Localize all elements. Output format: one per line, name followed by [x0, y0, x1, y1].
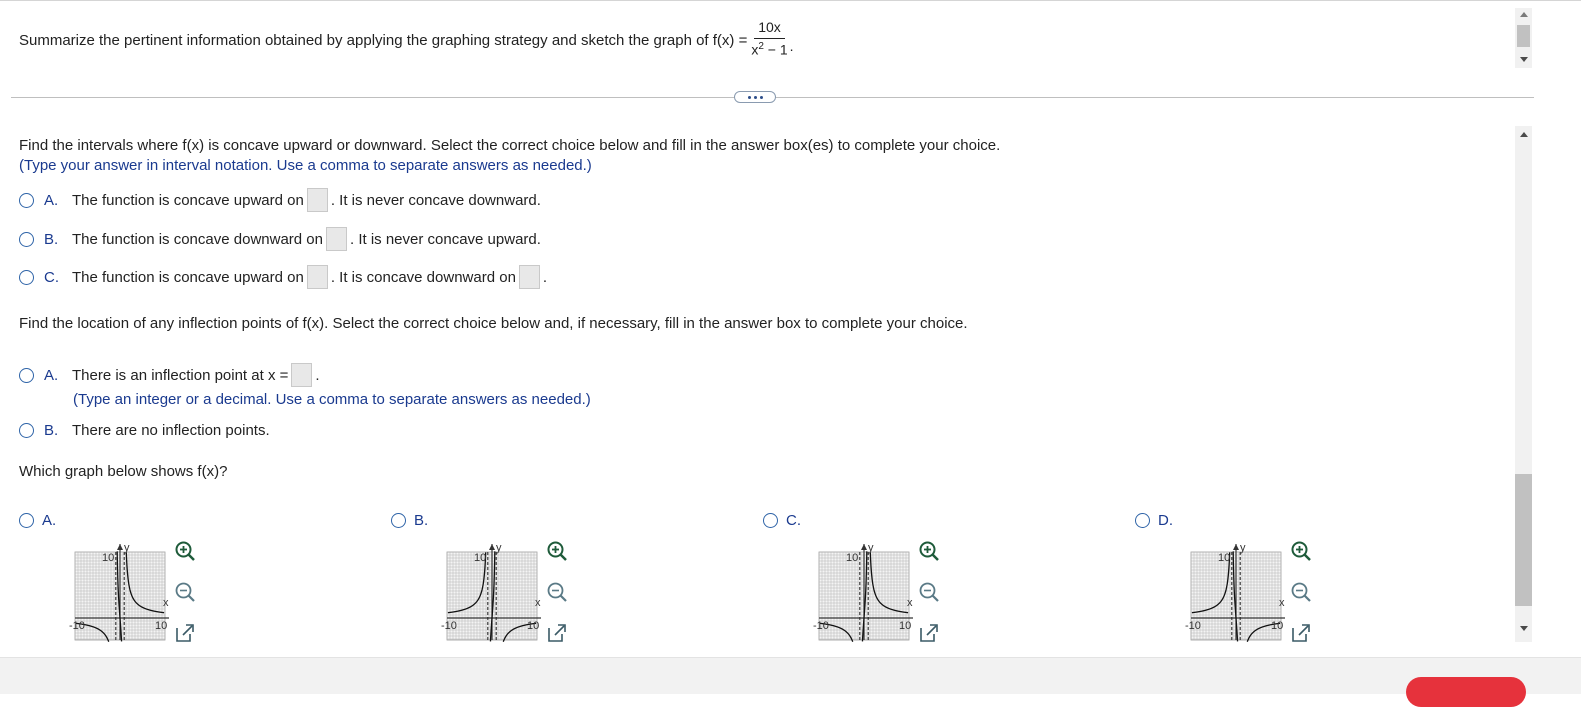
scroll-thumb[interactable] [1515, 474, 1532, 606]
x-tick-label: 10 [527, 620, 540, 632]
zoom-out-icon[interactable] [1290, 581, 1312, 603]
fraction-numerator: 10x [754, 19, 785, 39]
radio-button[interactable] [19, 270, 34, 285]
y-tick-label: 10 [846, 552, 859, 564]
y-axis-arrow [861, 544, 867, 550]
zoom-out-icon[interactable] [546, 581, 568, 603]
dot-icon [748, 96, 751, 99]
y-axis-arrow [1233, 544, 1239, 550]
choice-letter: B. [44, 422, 59, 439]
choice-letter: B. [44, 230, 59, 248]
answer-input[interactable] [519, 265, 540, 289]
graph-choice-c[interactable] [763, 512, 983, 642]
y-axis-label: y [124, 542, 130, 554]
question-prompt: Summarize the pertinent information obtained by applying the graphing strategy and sketch the graph of f(x) = [19, 31, 748, 49]
graph-choice-b[interactable] [391, 512, 611, 642]
fraction-denominator [751, 39, 787, 58]
radio-button[interactable] [19, 193, 34, 208]
scroll-down-icon[interactable] [1520, 57, 1528, 62]
y-tick-label: 10 [474, 552, 487, 564]
expand-icon[interactable] [546, 622, 568, 644]
choice-text: The function is concave downward on [72, 230, 323, 248]
choice-text-end: . [542, 268, 548, 286]
zoom-in-icon[interactable] [174, 540, 196, 562]
main-scrollbar[interactable] [1515, 126, 1532, 642]
graph-choice-label[interactable] [763, 512, 814, 529]
y-axis-label: y [868, 542, 874, 554]
scroll-up-icon[interactable] [1520, 132, 1528, 137]
concavity-choice-b[interactable] [19, 227, 541, 251]
x-axis-label: x [907, 597, 913, 609]
concavity-choice-a[interactable] [19, 188, 541, 212]
x-tick-label: 10 [155, 620, 168, 632]
x-tick-label: -10 [441, 620, 457, 632]
concavity-instruction: Find the intervals where f(x) is concave upward or downward. Select the correct choice below and fill in the answer box(es) to complete your choice. [19, 137, 1001, 154]
graph-choice-label[interactable] [391, 512, 442, 529]
choice-letter: C. [786, 512, 801, 529]
concavity-choice-c[interactable] [19, 265, 547, 289]
y-axis-arrow [489, 544, 495, 550]
graph-plot [1165, 538, 1285, 642]
denominator-rest: − 1 [763, 41, 788, 58]
question-header [19, 14, 794, 66]
expand-icon[interactable] [174, 622, 196, 644]
choice-text: The function is concave upward on [72, 191, 304, 209]
inflection-choice-b[interactable] [19, 422, 270, 439]
zoom-in-icon[interactable] [546, 540, 568, 562]
function-fraction [751, 19, 787, 58]
x-tick-label: -10 [813, 620, 829, 632]
x-tick-label: -10 [69, 620, 85, 632]
radio-button[interactable] [19, 368, 34, 383]
dot-icon [760, 96, 763, 99]
zoom-in-icon[interactable] [1290, 540, 1312, 562]
choice-text-mid: . It is never concave upward. [349, 230, 541, 248]
expand-icon[interactable] [1290, 622, 1312, 644]
expand-icon[interactable] [918, 622, 940, 644]
graph-choice-a[interactable] [19, 512, 239, 642]
top-border [0, 0, 1581, 1]
graph-choice-label[interactable] [1135, 512, 1186, 529]
footer-bar [0, 657, 1581, 694]
choice-letter: C. [44, 268, 59, 286]
expand-ellipsis-button[interactable] [734, 91, 776, 103]
graph-plot [49, 538, 169, 642]
top-scrollbar[interactable] [1515, 8, 1532, 68]
choice-text-mid: . It is concave downward on [330, 268, 516, 286]
zoom-out-icon[interactable] [918, 581, 940, 603]
x-tick-label: 10 [899, 620, 912, 632]
inflection-instruction: Find the location of any inflection points of f(x). Select the correct choice below and, if necessary, fill in the answer box to complete your choice. [19, 315, 968, 332]
x-axis-label: x [535, 597, 541, 609]
scroll-up-icon[interactable] [1520, 12, 1528, 17]
y-tick-label: 10 [102, 552, 115, 564]
radio-button[interactable] [19, 513, 34, 528]
answer-input[interactable] [326, 227, 347, 251]
choice-text: The function is concave upward on [72, 268, 304, 286]
scroll-down-icon[interactable] [1520, 626, 1528, 631]
x-tick-label: -10 [1185, 620, 1201, 632]
graph-choice-d[interactable] [1135, 512, 1355, 642]
radio-button[interactable] [763, 513, 778, 528]
choice-letter: A. [42, 512, 57, 529]
choice-text: There are no inflection points. [72, 422, 270, 439]
dot-icon [754, 96, 757, 99]
y-axis-label: y [496, 542, 502, 554]
x-axis-label: x [163, 597, 169, 609]
radio-button[interactable] [1135, 513, 1150, 528]
x-axis-label: x [1279, 597, 1285, 609]
y-axis-arrow [117, 544, 123, 550]
inflection-choice-a[interactable] [19, 363, 320, 387]
denominator-base: x [751, 41, 759, 58]
answer-input[interactable] [291, 363, 312, 387]
radio-button[interactable] [19, 423, 34, 438]
graph-plot [421, 538, 541, 642]
choice-letter: A. [44, 191, 59, 209]
choice-letter: B. [414, 512, 429, 529]
radio-button[interactable] [391, 513, 406, 528]
y-tick-label: 10 [1218, 552, 1231, 564]
denominator-exponent: 2 [758, 40, 764, 52]
graph-plot [793, 538, 913, 642]
x-tick-label: 10 [1271, 620, 1284, 632]
graph-choice-label[interactable] [19, 512, 70, 529]
radio-button[interactable] [19, 232, 34, 247]
answer-input[interactable] [307, 265, 328, 289]
check-answer-button[interactable] [1406, 677, 1526, 707]
choice-text-end: . [315, 366, 320, 384]
zoom-out-icon[interactable] [174, 581, 196, 603]
zoom-in-icon[interactable] [918, 540, 940, 562]
graph-question-prompt: Which graph below shows f(x)? [19, 463, 228, 480]
choice-letter: D. [1158, 512, 1173, 529]
question-end-punct: . [789, 38, 794, 54]
answer-input[interactable] [307, 188, 328, 212]
scroll-thumb[interactable] [1517, 25, 1530, 47]
choice-text: There is an inflection point at x = [72, 366, 289, 384]
concavity-hint: (Type your answer in interval notation. Use a comma to separate answers as needed.) [19, 157, 592, 174]
choice-letter: A. [44, 366, 59, 384]
inflection-hint: (Type an integer or a decimal. Use a comma to separate answers as needed.) [73, 391, 591, 408]
choice-text-mid: . It is never concave downward. [330, 191, 541, 209]
y-axis-label: y [1240, 542, 1246, 554]
